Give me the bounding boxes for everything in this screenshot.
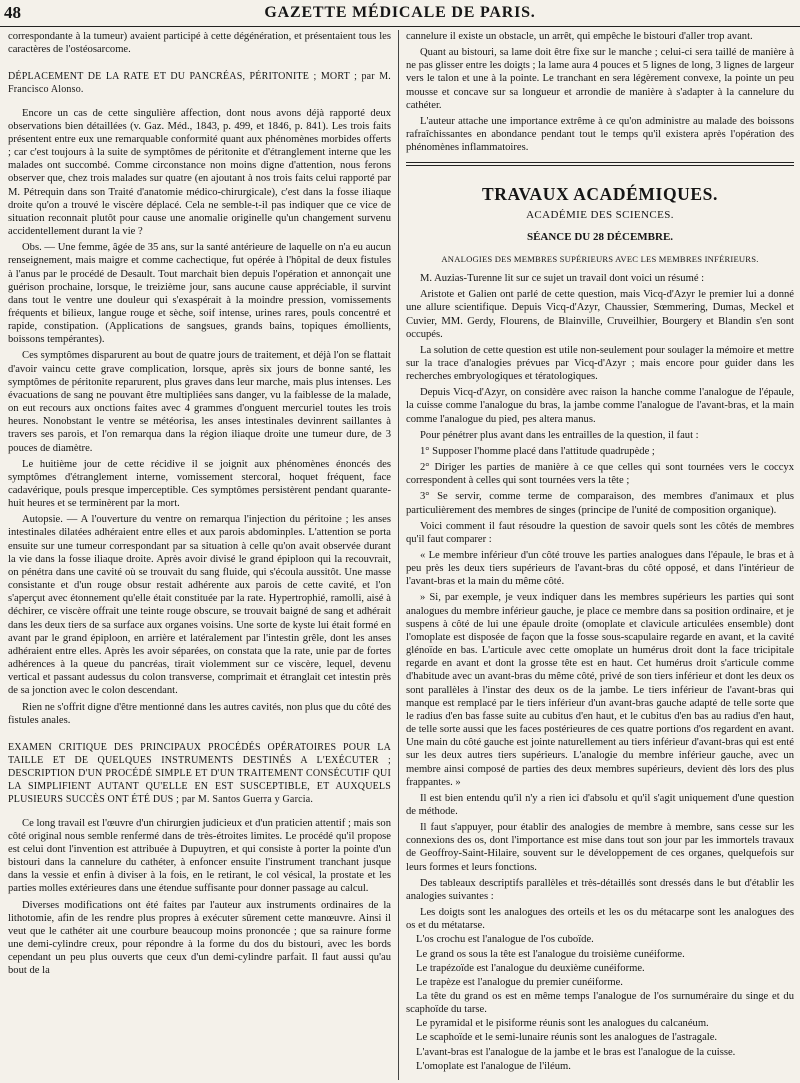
paragraph: Le huitième jour de cette récidive il se joignit aux phénomènes énoncés des symptômes d'étranglement interne, vomissement stercoral, hoquet fréquent, face cadavérique, pouls presque imperceptible. Ces symptômes persistèrent pendant quarante-huit heures et se terminèrent par la mort.	[8, 458, 391, 510]
quote-paragraph: « Le membre inférieur d'un côté trouve les parties analogues dans l'épaule, le bras et à peu près les deux tiers supérieurs de l'avant-bras du côté opposé, et dans l'intérieur de l'avant-bras et la main du même côté.	[406, 550, 794, 588]
analogy-item: L'avant-bras est l'analogue de la jambe et le bras est l'analogue de la cuisse.	[416, 1046, 736, 1058]
paragraph: Ces symptômes disparurent au bout de quatre jours de traitement, et déjà l'on se flattait d'avoir vaincu cette grave complication, lorsque, après six jours de bonne santé, les symptômes de péritonite reparurent, plus graves dans leur marche, mais plus intenses. Les évacuations de sang ne pouvant être multipliées sans danger, vu la faiblesse de la malade, on eut recours aux onctions faites avec 4 grammes d'onguent mercuriel toutes les trois heures. Nonobstant le ventre se météorisa, les anses intestinales devinrent saillantes à travers ses parois, et l'on remarqua dans la région iliaque droite une tumeur dure, de 3 pouces de diamètre.	[8, 350, 391, 454]
section-title-displacement: DÉPLACEMENT DE LA RATE ET DU PANCRÉAS, PÉRITONITE ; MORT ; par M. Francisco Alonso.	[8, 71, 391, 96]
paragraph: Il est bien entendu qu'il n'y a rien ici d'absolu et qu'il s'agit uniquement d'une question de méthode.	[406, 792, 794, 817]
analogy-item: Le grand os sous la tête est l'analogue du troisième cunéiforme.	[416, 948, 685, 960]
quote-paragraph: » Si, par exemple, je veux indiquer dans les membres supérieurs les parties qui sont analogues du membre inférieur gauche, je place ce membre dans sa position ordinaire, et je suspens à côté de lui une épaule droite (omoplate et clavicule articulées ensemble) dont l'omoplate est disposée de façon que la fosse sous-scapulaire regarde en avant, et la cavité glénoïde en bas. L'articule avec cette omoplate un humérus droit dont la face tricipitale regarde en avant et dont la grosse tête est en haut. Cet humérus droit s'articule comme d'habitude avec un avant-bras du même côté, privé de son tiers inférieur et dont les deux os sont parallèles à l'instar des deux os de la jambe. Le tiers inférieur de l'avant-bras qui manque est remplacé par le tiers inférieur d'un avant-bras gauche adapté de telle sorte que le radius d'en bas fasse suite au cubitus d'en haut, et le cubitus d'en bas au radius d'en haut, de telle sorte aussi que les faces postérieures de ces quatre portions d'os regardent en avant. Une main du côté gauche est jointe naturellement au tiers inférieur d'avant-bras qui est enté sur les deux autres tiers supérieurs. L'analogie du membre inférieur gauche, avec un membre ainsi composé de parties des deux membres supérieurs, devient dès lors des plus frappantes. »	[406, 592, 794, 788]
section-heading-travaux: TRAVAUX ACADÉMIQUES.	[482, 184, 718, 205]
academy-heading: ACADÉMIE DES SCIENCES.	[526, 208, 674, 221]
paragraph: La solution de cette question est utile non-seulement pour soulager la mémoire et mettre sur la trace d'analogies prévues par Vicq-d'Azyr ; mais encore pour guider dans les recherches embryologiques et tératologiques.	[406, 344, 794, 383]
analogy-item: La tête du grand os est en même temps l'analogue de l'os surnuméraire du singe et du scaphoïde du tarse.	[406, 991, 794, 1016]
left-column	[8, 30, 391, 980]
paragraph: L'auteur attache une importance extrême à ce qu'on administre au malade des boissons rafraîchissantes en abondance pendant tout le temps qu'il existera après l'opération des phénomènes inflammatoires.	[406, 115, 794, 154]
paragraph: Depuis Vicq-d'Azyr, on considère avec raison la hanche comme l'analogue de l'épaule, la cuisse comme l'analogue du bras, la jambe comme l'analogue de l'avant-bras, et la main comme l'analogue du pied, pes altera manus.	[406, 387, 794, 425]
paragraph-observation: Obs. — Une femme, âgée de 35 ans, sur la santé antérieure de laquelle on n'a eu aucun renseignement, mais maigre et comme cachectique, fut opérée à l'hôpital de deux fistules à l'anus par le procédé de Desault. Tout marchait bien depuis l'opération et annonçait une guérison prochaine, lorsque, le treizième jour, sans aucune cause appréciable, il survint dans tout le ventre une douleur qui s'exaspérait à la moindre pression, vomissements fréquents et bilieux, langue rouge et sèche, soif intense, urines rares, pouls concentré et rapide, constipation. (Applications de sangsues, grands bains, topiques émollients, boissons tempérantes).	[8, 242, 391, 346]
section-title-examen-critique: EXAMEN CRITIQUE DES PRINCIPAUX PROCÉDÉS OPÉRATOIRES POUR LA TAILLE ET DE QUELQUES INSTRUMENTS DESTINÉS A L'EXÉCUTER ; DESCRIPTION D'UN PROCÉDÉ SIMPLE ET D'UN TRAITEMENT CONSÉCUTIF QUI LA SIMPLIFIENT AUTANT QU'ELLE EN EST SUSCEPTIBLE, ET AUXQUELS PLUSIEURS SUCCÈS ONT ÉTÉ DUS ; par M. Santos Guerra y Garcia.	[8, 741, 391, 806]
page-number: 48	[4, 3, 21, 22]
paragraph: Quant au bistouri, sa lame doit être fixe sur le manche ; celui-ci sera taillé de manière à ne pas glisser entre les doigts ; la lame aura 4 pouces et 5 lignes de long, 3 lignes de largeur vers le talon et une à la pointe. Le tranchant en sera légèrement convexe, la pointe un peu mousse et concave sur sa longueur et arrondie de manière à s'adapter à la cannelure du cathéter.	[406, 47, 794, 111]
analogy-item: Le pyramidal et le pisiforme réunis sont les analogues du calcanéum.	[416, 1018, 709, 1030]
analogies-list	[406, 906, 794, 1073]
paragraph: Aristote et Galien ont parlé de cette question, mais Vicq-d'Azyr le premier lui a donné une allure scientifique. Depuis Vicq-d'Azyr, Chaussier, Sœmmering, Dumas, Meckel et Cuvier, MM. Gerdy, Flourens, de Blainville, Cruveilhier, Bourgery et Blandin s'en sont occupés.	[406, 289, 794, 340]
analogy-item: Les doigts sont les analogues des orteils et les os du métacarpe sont les analogues des os et du métatarse.	[406, 907, 794, 932]
paragraph: cannelure il existe un obstacle, un arrêt, qui empêche le bistouri d'aller trop avant.	[406, 31, 753, 42]
section-divider	[406, 162, 794, 166]
journal-title: GAZETTE MÉDICALE DE PARIS.	[264, 4, 536, 21]
paragraph: Pour pénétrer plus avant dans les entrailles de la question, il faut :	[420, 429, 699, 441]
session-date: SÉANCE DU 28 DÉCEMBRE.	[526, 230, 674, 243]
paragraph: Il faut s'appuyer, pour établir des analogies de membre à membre, sans cesse sur les connexions des os, dont l'importance est mise dans tout son jour par les immortels travaux de Geoffroy-Saint-Hilaire, souvent sur le développement de ces organes, quelquefois sur leurs formes et leurs fonctions.	[406, 822, 794, 873]
paragraph: Ce long travail est l'œuvre d'un chirurgien judicieux et d'un praticien attentif ; mais son côté original nous semble renfermé dans de très-étroites limites. Le procédé qu'il propose est celui dont l'invention est attribuée à Dupuytren, et qui consiste à porter la pointe d'un bistouri dans la cannelure du cathéter, à enfoncer ensuite l'instrument tranchant jusque dans la vessie et enfin à diviser à la fois, en le retirant, le col vésical, la prostate et les parties molles extérieures dans une étendue suffisante pour donner passage au calcul.	[8, 817, 391, 895]
paragraph: Encore un cas de cette singulière affection, dont nous avons déjà rapporté deux observations bien détaillées (v. Gaz. Méd., 1843, p. 499, et 1846, p. 841). Les trois faits présentent entre eux une remarquable conformité quant aux phénomènes morbides offerts ; car c'est toujours à la suite de symptômes de péritonite et d'étranglement interne que les malades ont succombé. Comme circonstance non moins digne d'attention, nous ferons observer que, chez trois malades sur quatre (en ajoutant à nos trois faits celui rapporté par M. Pétrequin dans son Traité d'anatomie médico-chirurgicale), c'est dans la fosse iliaque droite qu'on a trouvé le viscère déplacé. Cela ne semble-t-il pas indiquer que ce vice de situation reconnait plutôt pour cause une anomalie originelle qu'un changement survenu accidentellement durant la vie ?	[8, 107, 391, 238]
paragraph: Rien ne s'offrit digne d'être mentionné dans les autres cavités, non plus que du côté des fistules anales.	[8, 701, 391, 726]
paragraph: Voici comment il faut résoudre la question de savoir quels sont les côtés de membres qu'il faut comparer :	[406, 520, 794, 545]
paragraph: M. Auzias-Turenne lit sur ce sujet un travail dont voici un résumé :	[420, 273, 705, 285]
list-item: 2° Diriger les parties de manière à ce que celles qui sont tournées vers le coccyx correspondent à celles qui sont tournées vers la tête ;	[406, 462, 794, 487]
article-title-analogies: ANALOGIES DES MEMBRES SUPÉRIEURS AVEC LES MEMBRES INFÉRIEURS.	[441, 253, 759, 264]
column-divider	[398, 30, 399, 1080]
analogy-item: Le trapézoïde est l'analogue du deuxième cunéiforme.	[416, 962, 645, 974]
analogy-item: Le trapèze est l'analogue du premier cunéiforme.	[416, 976, 623, 988]
paragraph-autopsy: Autopsie. — A l'ouverture du ventre on remarqua l'injection du péritoine ; les anses intestinales dilatées adhéraient entre elles et aux parois abdominples. L'attention se porta ensuite sur une tumeur correspondant par sa situation à celle qu'on avait observée durant la vie dans la fosse iliaque droite. Après avoir divisé le grand épiploon qui la recouvrait, on pénétra dans une cavité où se trouvait du sang fluide, qui s'écoula aussitôt. Une masse consistante et d'un rouge obsur restait adhérente aux parois de cette cavité, et l'on s'aperçut avec étonnement qu'elle était constituée par la rate. Hypertrophié, ramolli, aisé à déchirer, ce viscère offrait une teinte rouge obscure, se trouvait baigné de sang et adhérait dans les deux tiers de sa surface aux organes voisins. Une sorte de kyste lui était formé en avant par le grand épiploon, en arrière et latéralement par l'intestin grêle, dont les anses adhéraient entre elles. Après les avoir séparées, on constata que la rate, unie par de fortes adhérences à la queue du pancréas, tirait violemment sur ce viscère, lequel, devenu vertical et passant audessus du colon transverse, comprimait et étranglait cet intestin près de sa jonction avec le colon descendant.	[8, 514, 391, 697]
list-item: 3° Se servir, comme terme de comparaison, des membres d'animaux et plus particulièrement des membres de singes (principe de l'unité de composition organique).	[406, 491, 794, 516]
analogy-item: Le scaphoïde et le semi-lunaire réunis sont les analogues de l'astragale.	[416, 1032, 718, 1044]
list-item: 1° Supposer l'homme placé dans l'attitude quadrupède ;	[420, 445, 655, 457]
paragraph: Diverses modifications ont été faites par l'auteur aux instruments ordinaires de la lithotomie, afin de les rendre plus propres à exécuter sûrement cette manœuvre. Ainsi il veut que le cathéter ait une courbure beaucoup moins prononcée ; que sa rainure forme une demi-cylindre creux, pour répondre à la forme du dos du bistouri, avec les bords cependant un peu plus ouverts que ceux d'un demi-cylindre parfait. Il faut aussi qu'au bout de la	[8, 899, 391, 977]
right-column	[406, 30, 794, 1074]
page-header	[0, 0, 800, 27]
paragraph: Des tableaux descriptifs parallèles et très-détaillés sont dressés dans le but d'établir les analogies suivantes :	[406, 877, 794, 902]
analogy-item: L'os crochu est l'analogue de l'os cuboïde.	[416, 934, 594, 946]
analogy-item: L'omoplate est l'analogue de l'iléum.	[416, 1060, 571, 1072]
paragraph: correspondante à la tumeur) avaient participé à cette dégénération, et présentaient tous les caractères de l'ostéosarcome.	[8, 31, 391, 56]
